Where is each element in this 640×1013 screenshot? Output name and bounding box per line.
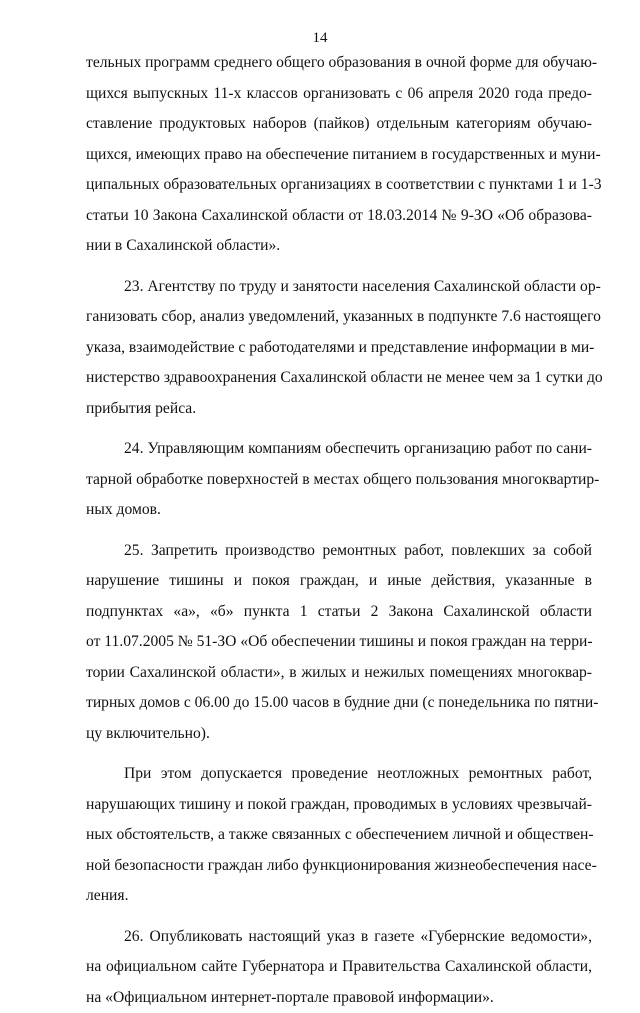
text-line: тарной обработке поверхностей в местах общего пользования многоквартир-	[86, 465, 592, 496]
text-line: ганизовать сбор, анализ уведомлений, указанных в подпункте 7.6 настоящего	[86, 302, 592, 333]
text-line: ления.	[86, 881, 592, 912]
paragraph-item-25-exception	[86, 759, 592, 912]
text-line: 26. Опубликовать настоящий указ в газете «Губернские ведомости»,	[86, 922, 592, 953]
text-line: ставление продуктовых наборов (пайков) отдельным категориям обучаю-	[86, 109, 592, 140]
text-line: 25. Запретить производство ремонтных работ, повлекших за собой	[86, 536, 592, 567]
text-line: 23. Агентству по труду и занятости населения Сахалинской области ор-	[86, 272, 592, 303]
text-line: тельных программ среднего общего образования в очной форме для обучаю-	[86, 48, 592, 79]
text-line: щихся выпускных 11-х классов организовать с 06 апреля 2020 года предо-	[86, 79, 592, 110]
text-line: цу включительно).	[86, 719, 592, 750]
text-line: ных домов.	[86, 495, 592, 526]
paragraph-item-26	[86, 922, 592, 1013]
page-number: 14	[0, 30, 640, 47]
text-line: При этом допускается проведение неотложных ремонтных работ,	[86, 759, 592, 790]
text-line: щихся, имеющих право на обеспечение питанием в государственных и муни-	[86, 140, 592, 171]
text-line: подпунктах «а», «б» пункта 1 статьи 2 Закона Сахалинской области	[86, 597, 592, 628]
text-line: нарушающих тишину и покой граждан, проводимых в условиях чрезвычай-	[86, 790, 592, 821]
text-line: указа, взаимодействие с работодателями и представление информации в ми-	[86, 333, 592, 364]
paragraph-item-24	[86, 434, 592, 526]
text-line: нарушение тишины и покоя граждан, и иные действия, указанные в	[86, 566, 592, 597]
text-line: тирных домов с 06.00 до 15.00 часов в будние дни (с понедельника по пятни-	[86, 688, 592, 719]
text-line: тории Сахалинской области», в жилых и нежилых помещениях многоквар-	[86, 658, 592, 689]
text-line: на «Официальном интернет-портале правовой информации».	[86, 983, 592, 1013]
paragraph-continuation	[86, 48, 592, 262]
text-line: нии в Сахалинской области».	[86, 231, 592, 262]
text-line: ципальных образовательных организациях в соответствии с пунктами 1 и 1-3	[86, 170, 592, 201]
paragraph-item-23	[86, 272, 592, 425]
text-line: ной безопасности граждан либо функционирования жизнеобеспечения насе-	[86, 851, 592, 882]
text-line: прибытия рейса.	[86, 394, 592, 425]
document-body	[86, 48, 592, 1013]
text-line: 24. Управляющим компаниям обеспечить организацию работ по сани-	[86, 434, 592, 465]
paragraph-item-25	[86, 536, 592, 750]
text-line: от 11.07.2005 № 51-ЗО «Об обеспечении тишины и покоя граждан на терри-	[86, 627, 592, 658]
text-line: на официальном сайте Губернатора и Правительства Сахалинской области,	[86, 952, 592, 983]
text-line: нистерство здравоохранения Сахалинской области не менее чем за 1 сутки до	[86, 363, 592, 394]
text-line: статьи 10 Закона Сахалинской области от 18.03.2014 № 9-ЗО «Об образова-	[86, 201, 592, 232]
text-line: ных обстоятельств, а также связанных с обеспечением личной и обществен-	[86, 820, 592, 851]
